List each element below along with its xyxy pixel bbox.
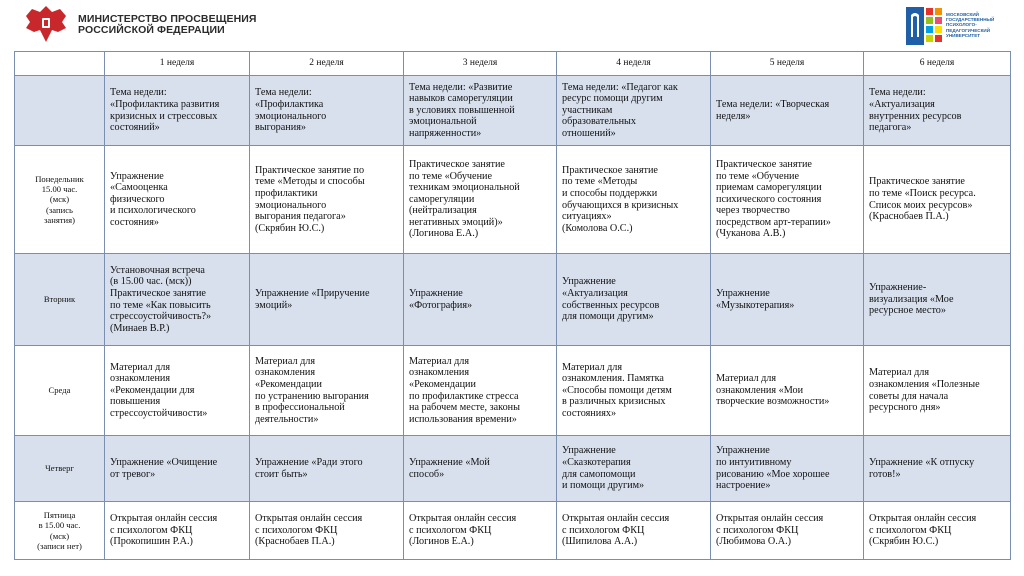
schedule-cell-line: Материал для — [716, 373, 777, 385]
schedule-row — [15, 502, 1011, 560]
schedule-cell-line: (Чуканова А.В.) — [716, 228, 786, 240]
schedule-cell-line: «Самооценка — [110, 182, 168, 194]
schedule-cell — [404, 76, 557, 146]
schedule-cell-line: (Логинов Е.А.) — [409, 536, 474, 548]
schedule-cell — [711, 254, 864, 346]
schedule-cell-line: Открытая онлайн сессия — [562, 513, 670, 525]
schedule-cell-line: (Любимова О.А.) — [716, 536, 792, 548]
schedule-cell — [250, 254, 404, 346]
schedule-cell — [864, 502, 1011, 560]
schedule-cell-line: эмоционального — [255, 110, 327, 122]
day-label — [15, 502, 105, 560]
schedule-cell — [557, 254, 711, 346]
schedule-cell-line: по теме «Как повысить — [110, 299, 211, 311]
university-name-line: МОСКОВСКИЙ — [946, 12, 979, 17]
schedule-cell-line: Открытая онлайн сессия — [716, 513, 824, 525]
schedule-cell-line: по теме «Обучение — [716, 170, 799, 182]
schedule-cell-line: Практическое занятие по — [255, 164, 365, 176]
schedule-cell-line: Упражнение «Приручение — [255, 287, 370, 299]
ministry-line-1: МИНИСТЕРСТВО ПРОСВЕЩЕНИЯ — [78, 13, 257, 25]
schedule-cell — [105, 146, 250, 254]
schedule-cell — [864, 346, 1011, 436]
week-header: 2 неделя — [250, 52, 404, 76]
schedule-cell-line: Установочная встреча — [110, 264, 205, 276]
schedule-cell-line: в различных кризисных — [562, 396, 666, 408]
schedule-cell-line: с психологом ФКЦ — [255, 524, 338, 536]
schedule-cell-line: и психологического — [110, 205, 196, 217]
schedule-cell — [105, 502, 250, 560]
schedule-cell-line: (Логинова Е.А.) — [409, 228, 479, 240]
schedule-cell-line: Тема недели: — [869, 87, 926, 99]
ministry-title — [78, 14, 257, 36]
schedule-cell-line: с психологом ФКЦ — [409, 524, 492, 536]
schedule-cell-line: Упражнение «Мой — [409, 456, 490, 468]
schedule-cell-line: по профилактике стресса — [409, 390, 519, 402]
ministry-line-2: РОССИЙСКОЙ ФЕДЕРАЦИИ — [78, 24, 225, 36]
schedule-row — [15, 346, 1011, 436]
schedule-cell-line: (Шипилова А.А.) — [562, 536, 638, 548]
schedule-cell-line: ресурс помощи другим — [562, 93, 663, 105]
schedule-cell-line: посредством арт-терапии» — [716, 216, 831, 228]
schedule-cell — [711, 346, 864, 436]
university-name — [946, 12, 1006, 38]
schedule-cell-line: «Актуализация — [562, 287, 628, 299]
schedule-cell — [864, 146, 1011, 254]
schedule-cell — [250, 502, 404, 560]
schedule-row — [15, 76, 1011, 146]
day-label — [15, 346, 105, 436]
day-label-line: Пятница — [43, 510, 76, 521]
schedule-cell-line: Открытая онлайн сессия — [255, 513, 363, 525]
day-label-line: Вторник — [43, 294, 76, 305]
schedule-cell — [105, 346, 250, 436]
schedule-cell-line: готов!» — [869, 468, 901, 480]
schedule-cell-line: по теме «Методы — [562, 176, 638, 188]
schedule-cell-line: психического состояния — [716, 193, 822, 205]
schedule-cell-line: Материал для — [562, 361, 623, 373]
week-header-row — [15, 52, 1011, 76]
schedule-cell-line: эмоционального — [255, 199, 327, 211]
schedule-cell-line: «Фотография» — [409, 299, 473, 311]
schedule-cell-line: Открытая онлайн сессия — [110, 513, 218, 525]
schedule-cell-line: и способы поддержки — [562, 187, 658, 199]
schedule-cell-line: и помощи другим» — [562, 480, 645, 492]
schedule-cell-line: ознакомления «Мои — [716, 384, 804, 396]
schedule-table — [14, 51, 1011, 560]
schedule-cell-line: визуализация «Мое — [869, 293, 954, 305]
schedule-cell-line: использования времени» — [409, 413, 517, 425]
schedule-cell-line: отношений» — [562, 127, 616, 139]
schedule-cell — [711, 502, 864, 560]
schedule-cell-line: ознакомления — [409, 367, 470, 379]
schedule-cell-line: ситуациях» — [562, 211, 612, 223]
schedule-cell-line: (Комолова О.С.) — [562, 222, 633, 234]
schedule-row — [15, 254, 1011, 346]
schedule-cell-line: Упражнение «Очищение — [110, 456, 218, 468]
schedule-cell-line: (Прокопишин Р.А.) — [110, 536, 193, 548]
schedule-cell-line: для помощи другим» — [562, 311, 654, 323]
schedule-cell-line: (нейтрализация — [409, 205, 477, 217]
schedule-cell-line: Упражнение «К отпуску — [869, 456, 975, 468]
schedule-cell-line: (Скрябин Ю.С.) — [869, 536, 939, 548]
schedule-cell-line: внутренних ресурсов — [869, 110, 962, 122]
day-label-line: (записи нет) — [37, 540, 82, 551]
schedule-cell — [404, 254, 557, 346]
schedule-cell — [864, 436, 1011, 502]
schedule-cell-line: «Рекомендации для — [110, 384, 195, 396]
schedule-cell-line: ознакомления «Полезные — [869, 378, 980, 390]
schedule-cell-line: участникам — [562, 104, 613, 116]
schedule-cell-line: Материал для — [409, 355, 470, 367]
schedule-cell-line: «Сказкотерапия — [562, 456, 631, 468]
schedule-cell — [864, 254, 1011, 346]
day-label-line: занятия) — [44, 214, 75, 225]
schedule-cell-line: по теме «Поиск ресурса. — [869, 187, 976, 199]
schedule-cell-line: Практическое занятие — [110, 287, 206, 299]
schedule-cell-line: неделя» — [716, 110, 751, 122]
schedule-cell-line: навыков саморегуляции — [409, 93, 513, 105]
schedule-cell-line: обучающихся в кризисных — [562, 199, 679, 211]
university-name-line: УНИВЕРСИТЕТ — [946, 32, 981, 38]
schedule-cell-line: Практическое занятие — [562, 164, 658, 176]
schedule-cell-line: Упражнение — [716, 445, 770, 457]
university-name-line: ПСИХОЛОГО- — [946, 22, 977, 28]
schedule-cell-line: негативных эмоций)» — [409, 216, 503, 228]
schedule-cell — [711, 76, 864, 146]
schedule-cell-line: (Минаев В.Р.) — [110, 322, 170, 334]
schedule-cell-line: Тема недели: «Развитие — [409, 81, 513, 93]
university-name-line: ГОСУДАРСТВЕННЫЙ — [946, 17, 995, 23]
schedule-cell — [404, 346, 557, 436]
schedule-cell-line: (в 15.00 час. (мск)) — [110, 276, 192, 288]
schedule-cell-line: с психологом ФКЦ — [716, 524, 799, 536]
schedule-cell — [864, 76, 1011, 146]
schedule-cell — [105, 436, 250, 502]
day-label — [15, 436, 105, 502]
schedule-cell-line: Упражнение — [562, 276, 616, 288]
schedule-cell-line: «Музыкотерапия» — [716, 299, 795, 311]
schedule-cell-line: ознакомления — [255, 367, 316, 379]
day-label-line: (запись — [46, 204, 73, 215]
schedule-cell-line: эмоциональной — [409, 116, 477, 128]
day-label-line: Понедельник — [35, 173, 84, 184]
schedule-cell-line: на рабочем месте, законы — [409, 402, 520, 414]
schedule-cell-line: рисованию «Мое хорошее — [716, 468, 830, 480]
schedule-cell-line: Практическое занятие — [869, 176, 965, 188]
schedule-cell-line: образовательных — [562, 116, 636, 128]
schedule-cell — [711, 146, 864, 254]
schedule-cell-line: Упражнение — [562, 445, 616, 457]
schedule-cell-line: (Скрябин Ю.С.) — [255, 222, 325, 234]
schedule-cell-line: через творчество — [716, 205, 790, 217]
schedule-cell-line: творческие возможности» — [716, 396, 830, 408]
schedule-cell-line: физического — [110, 193, 165, 205]
schedule-cell-line: напряженности» — [409, 127, 482, 139]
schedule-cell-line: в условиях повышенной — [409, 104, 515, 116]
day-label-line: (мск) — [49, 194, 70, 205]
schedule-cell-line: профилактики — [255, 187, 318, 199]
schedule-cell-line: Материал для — [869, 367, 930, 379]
schedule-cell-line: выгорания педагога» — [255, 211, 346, 223]
schedule-cell-line: с психологом ФКЦ — [110, 524, 193, 536]
schedule-cell-line: ознакомления. Памятка — [562, 373, 664, 385]
schedule-cell-line: состояний» — [110, 122, 160, 134]
day-label-line: в 15.00 час. — [38, 520, 81, 531]
schedule-cell — [404, 436, 557, 502]
schedule-cell-line: кризисных и стрессовых — [110, 110, 218, 122]
schedule-cell — [711, 436, 864, 502]
schedule-cell-line: с психологом ФКЦ — [869, 524, 952, 536]
day-label-line: 15.00 час. — [41, 184, 78, 195]
schedule-cell-line: Практическое занятие — [409, 158, 505, 170]
schedule-cell — [557, 436, 711, 502]
schedule-cell — [557, 502, 711, 560]
schedule-cell-line: по интуитивному — [716, 456, 792, 468]
schedule-cell-line: ознакомления — [110, 373, 171, 385]
schedule-cell-line: способ» — [409, 468, 445, 480]
university-name-line: ПЕДАГОГИЧЕСКИЙ — [946, 27, 990, 33]
schedule-cell-line: Тема недели: «Педагог как — [562, 81, 678, 93]
schedule-cell — [250, 346, 404, 436]
schedule-cell-line: повышения — [110, 396, 161, 408]
schedule-cell-line: Открытая онлайн сессия — [409, 513, 517, 525]
schedule-cell-line: Упражнение «Ради этого — [255, 456, 363, 468]
schedule-cell-line: «Профилактика развития — [110, 98, 220, 110]
schedule-cell — [404, 146, 557, 254]
schedule-cell — [105, 76, 250, 146]
schedule-cell-line: ресурсного дня» — [869, 402, 941, 414]
schedule-cell-line: саморегуляции — [409, 193, 475, 205]
schedule-cell-line: Тема недели: — [110, 87, 167, 99]
schedule-row — [15, 436, 1011, 502]
day-label — [15, 254, 105, 346]
week-header: 3 неделя — [404, 52, 557, 76]
schedule-cell-line: состояниях» — [562, 407, 617, 419]
schedule-cell — [557, 76, 711, 146]
schedule-cell-line: Упражнение — [110, 170, 164, 182]
schedule-cell-line: педагога» — [869, 122, 912, 134]
schedule-cell-line: «Рекомендации — [409, 378, 476, 390]
schedule-body — [15, 76, 1011, 560]
day-label-line: Четверг — [45, 463, 74, 474]
schedule-cell-line: стрессоустойчивости» — [110, 407, 208, 419]
schedule-cell — [557, 346, 711, 436]
schedule-cell-line: деятельности» — [255, 413, 319, 425]
schedule-cell-line: стоит быть» — [255, 468, 308, 480]
russian-eagle-emblem-icon — [22, 4, 70, 44]
schedule-cell-line: «Способы помощи детям — [562, 384, 672, 396]
schedule-cell-line: от тревог» — [110, 468, 156, 480]
schedule-cell-line: стрессоустойчивость?» — [110, 311, 212, 323]
schedule-cell-line: с психологом ФКЦ — [562, 524, 645, 536]
schedule-cell-line: ресурсное место» — [869, 305, 946, 317]
schedule-row — [15, 146, 1011, 254]
schedule-cell-line: Тема недели: «Творческая — [716, 98, 830, 110]
week-header: 1 неделя — [105, 52, 250, 76]
schedule-cell-line: (Краснобаев П.А.) — [255, 536, 335, 548]
schedule-cell-line: приемам саморегуляции — [716, 182, 822, 194]
schedule-cell — [250, 146, 404, 254]
schedule-cell-line: техникам эмоциональной — [409, 182, 520, 194]
schedule-cell-line: «Актуализация — [869, 98, 935, 110]
schedule-cell-line: Открытая онлайн сессия — [869, 513, 977, 525]
week-header: 4 неделя — [557, 52, 711, 76]
schedule-cell — [105, 254, 250, 346]
schedule-cell-line: в профессиональной — [255, 402, 345, 414]
schedule-cell-line: Материал для — [110, 361, 171, 373]
mgppu-logo-icon — [906, 7, 944, 45]
day-label — [15, 76, 105, 146]
day-label-line: (мск) — [49, 530, 70, 541]
schedule-cell-line: «Профилактика — [255, 98, 324, 110]
schedule-cell-line: настроение» — [716, 480, 771, 492]
schedule-cell-line: по устранению выгорания — [255, 390, 369, 402]
schedule-cell-line: состояния» — [110, 216, 159, 228]
schedule-cell-line: Упражнение- — [869, 282, 927, 294]
schedule-cell-line: для самопомощи — [562, 468, 636, 480]
schedule-cell-line: Тема недели: — [255, 87, 312, 99]
schedule-cell — [404, 502, 557, 560]
schedule-cell-line: Материал для — [255, 355, 316, 367]
schedule-cell — [557, 146, 711, 254]
schedule-cell-line: Упражнение — [409, 287, 463, 299]
schedule-cell-line: советы для начала — [869, 390, 949, 402]
week-header: 6 неделя — [864, 52, 1011, 76]
schedule-cell-line: Практическое занятие — [716, 158, 812, 170]
day-label — [15, 146, 105, 254]
schedule-cell-line: теме «Методы и способы — [255, 176, 365, 188]
page-header — [0, 0, 1024, 48]
schedule-cell-line: (Краснобаев П.А.) — [869, 211, 949, 223]
schedule-cell — [250, 436, 404, 502]
schedule-cell-line: Список моих ресурсов» — [869, 199, 973, 211]
schedule-cell-line: эмоций» — [255, 299, 293, 311]
week-header: 5 неделя — [711, 52, 864, 76]
corner-cell — [15, 52, 105, 76]
schedule-cell-line: собственных ресурсов — [562, 299, 660, 311]
schedule-cell-line: выгорания» — [255, 122, 306, 134]
schedule-cell-line: Упражнение — [716, 287, 770, 299]
schedule-cell-line: «Рекомендации — [255, 378, 322, 390]
day-label-line: Среда — [48, 385, 71, 396]
schedule-cell-line: по теме «Обучение — [409, 170, 492, 182]
schedule-cell — [250, 76, 404, 146]
